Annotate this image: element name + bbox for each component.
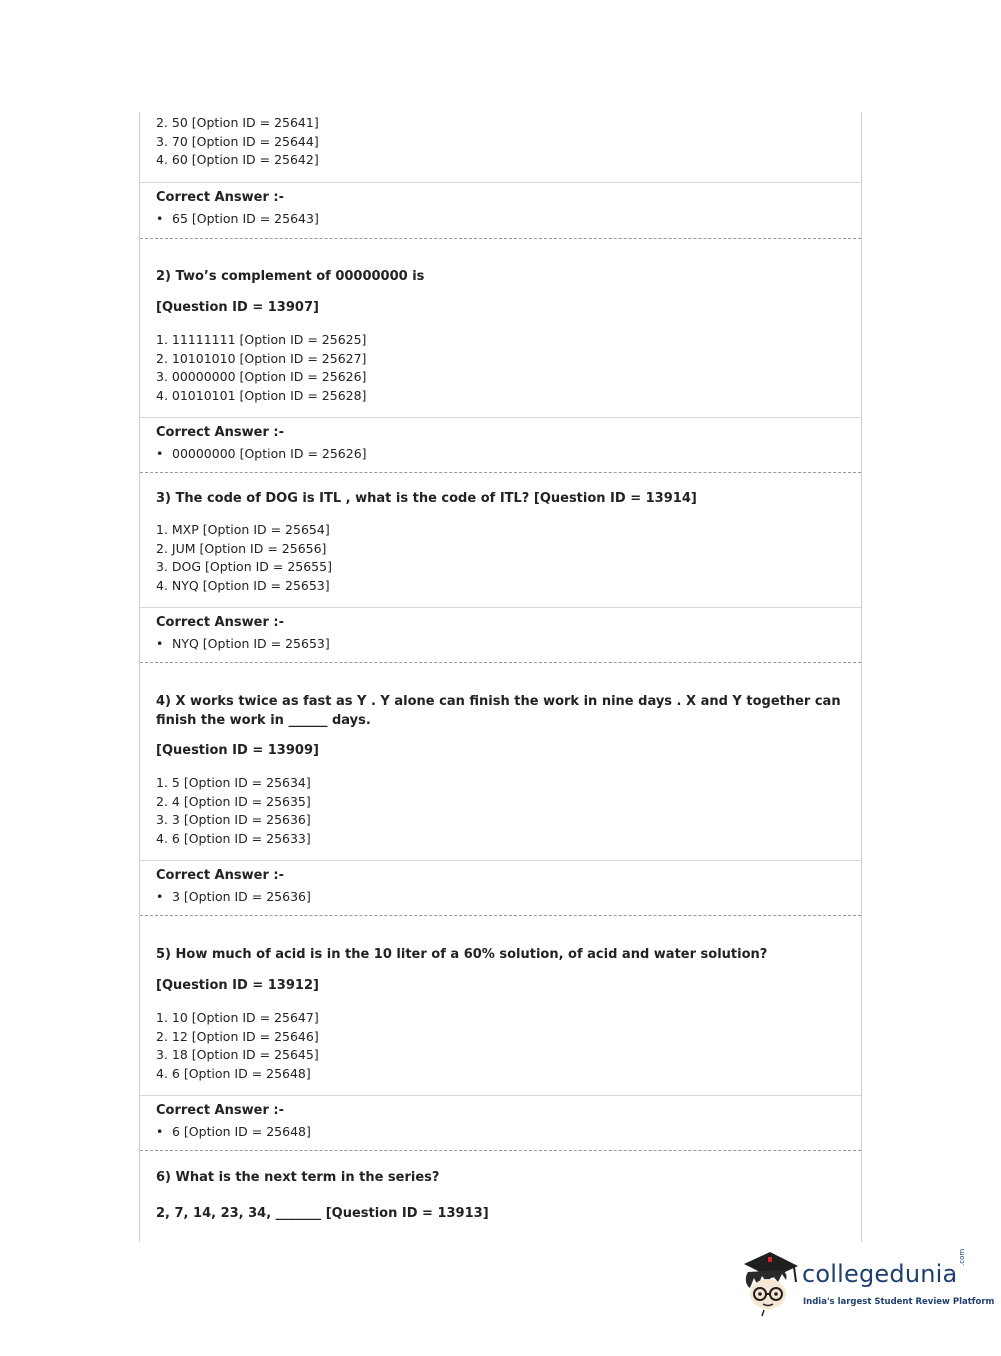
- bullet-icon: •: [156, 1124, 164, 1139]
- question-separator: [140, 472, 861, 473]
- q2-question: 2) Two’s complement of 00000000 is: [156, 269, 425, 284]
- q3-option-2: 2. JUM [Option ID = 25656]: [156, 540, 327, 556]
- q2-option-2: 2. 10101010 [Option ID = 25627]: [156, 350, 367, 366]
- q3-correct-answer: [156, 636, 330, 651]
- question-separator: [140, 915, 861, 916]
- q6-question: 6) What is the next term in the series?: [156, 1170, 440, 1185]
- bullet-icon: •: [156, 889, 164, 904]
- brand-suffix: .com: [958, 1248, 966, 1266]
- q6-series: 2, 7, 14, 23, 34, _______ [Question ID = 13913]: [156, 1206, 489, 1221]
- q2-correct-value: 00000000 [Option ID = 25626]: [172, 446, 367, 461]
- q2-option-1: 1. 11111111 [Option ID = 25625]: [156, 332, 367, 347]
- q5-options: [156, 1009, 319, 1083]
- q5-question: 5) How much of acid is in the 10 liter of a 60% solution, of acid and water solution?: [156, 947, 768, 962]
- bullet-icon: •: [156, 211, 164, 226]
- q5-option-4: 4. 6 [Option ID = 25648]: [156, 1065, 311, 1081]
- q1-correct-label: Correct Answer :-: [156, 190, 284, 205]
- question-separator: [140, 1150, 861, 1151]
- q2-correct-label: Correct Answer :-: [156, 425, 284, 440]
- divider: [140, 182, 861, 183]
- q5-option-3: 3. 18 [Option ID = 25645]: [156, 1047, 319, 1062]
- question-separator: [140, 238, 861, 239]
- q1-correct-value: 65 [Option ID = 25643]: [172, 211, 319, 226]
- divider: [140, 1095, 861, 1096]
- q3-option-1: 1. MXP [Option ID = 25654]: [156, 522, 330, 537]
- q4-question-id: [Question ID = 13909]: [156, 743, 319, 758]
- q3-option-3: 3. DOG [Option ID = 25655]: [156, 559, 332, 574]
- divider: [140, 607, 861, 608]
- q1-option-4: 4. 60 [Option ID = 25642]: [156, 152, 319, 167]
- bullet-icon: •: [156, 446, 164, 461]
- collegedunia-logo: [740, 1248, 995, 1318]
- q5-question-id: [Question ID = 13912]: [156, 978, 319, 993]
- q2-correct-answer: [156, 446, 367, 461]
- q5-correct-label: Correct Answer :-: [156, 1103, 284, 1118]
- q2-option-4: 4. 01010101 [Option ID = 25628]: [156, 387, 367, 403]
- divider: [140, 860, 861, 861]
- q5-option-2: 2. 12 [Option ID = 25646]: [156, 1028, 319, 1044]
- q4-option-4: 4. 6 [Option ID = 25633]: [156, 830, 311, 846]
- q4-correct-value: 3 [Option ID = 25636]: [172, 889, 311, 904]
- bullet-icon: •: [156, 636, 164, 651]
- q1-option-3: 3. 70 [Option ID = 25644]: [156, 133, 319, 149]
- q5-correct-answer: [156, 1124, 311, 1139]
- q4-correct-label: Correct Answer :-: [156, 868, 284, 883]
- mascot-icon: [740, 1248, 802, 1318]
- q3-option-4: 4. NYQ [Option ID = 25653]: [156, 577, 330, 593]
- divider: [140, 417, 861, 418]
- brand-name: collegedunia: [802, 1260, 958, 1288]
- q4-correct-answer: [156, 889, 311, 904]
- q4-option-3: 3. 3 [Option ID = 25636]: [156, 812, 311, 827]
- q3-options: [156, 521, 332, 595]
- q3-correct-label: Correct Answer :-: [156, 615, 284, 630]
- q5-option-1: 1. 10 [Option ID = 25647]: [156, 1010, 319, 1025]
- question-paper: [139, 112, 862, 1242]
- q1-option-2: 2. 50 [Option ID = 25641]: [156, 115, 319, 130]
- q1-options: [156, 114, 319, 170]
- q2-question-id: [Question ID = 13907]: [156, 300, 319, 315]
- brand-tagline: India's largest Student Review Platform: [803, 1297, 995, 1307]
- q1-correct-answer: [156, 211, 319, 226]
- q3-question: 3) The code of DOG is ITL , what is the code of ITL? [Question ID = 13914]: [156, 491, 697, 506]
- question-separator: [140, 662, 861, 663]
- q4-option-2: 2. 4 [Option ID = 25635]: [156, 793, 311, 809]
- q4-option-1: 1. 5 [Option ID = 25634]: [156, 775, 311, 790]
- q5-correct-value: 6 [Option ID = 25648]: [172, 1124, 311, 1139]
- q2-options: [156, 331, 366, 405]
- q3-correct-value: NYQ [Option ID = 25653]: [172, 636, 330, 651]
- q4-question: 4) X works twice as fast as Y . Y alone can finish the work in nine days . X and Y together can finish the work in ______ days.: [156, 694, 841, 728]
- q2-option-3: 3. 00000000 [Option ID = 25626]: [156, 369, 367, 384]
- q4-options: [156, 774, 311, 848]
